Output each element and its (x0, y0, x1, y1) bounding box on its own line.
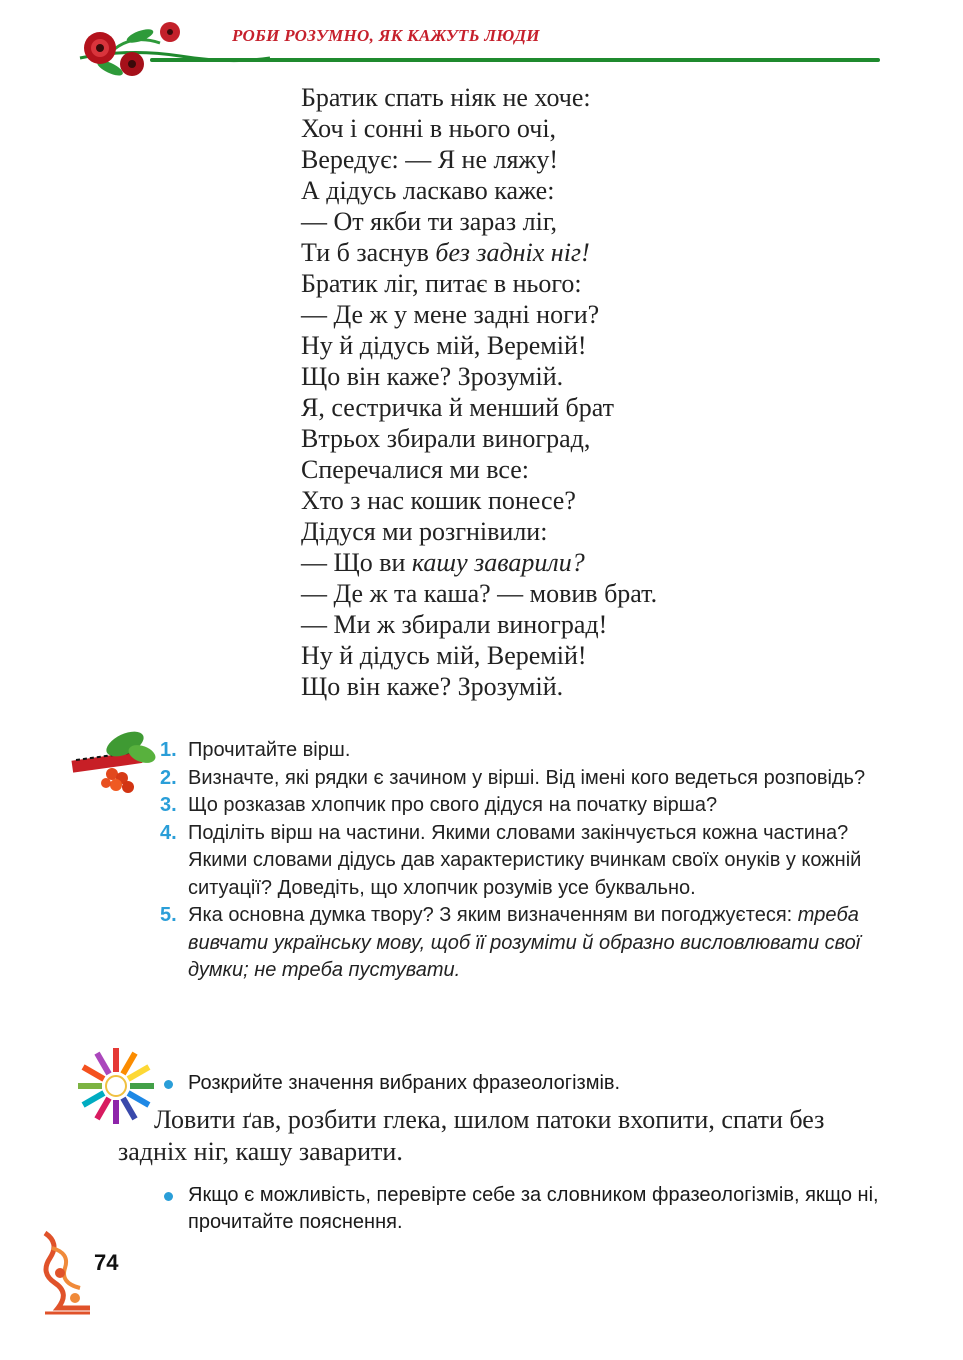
question-item (160, 737, 890, 765)
poem-line: — От якби ти зараз ліг, (301, 207, 558, 236)
task-note (160, 1182, 890, 1236)
poem-line: Ну й дідусь мій, Веремій! (301, 331, 587, 360)
task-instruction (160, 1070, 890, 1097)
question-emphasis: треба вивчати українську мову, щоб її розуміти й образно висловлювати свої думки; не треба пустувати. (188, 904, 861, 981)
poem-line: А дідусь ласкаво каже: (301, 176, 555, 205)
page-title: РОБИ РОЗУМНО, ЯК КАЖУТЬ ЛЮДИ (232, 26, 540, 45)
header-divider (150, 58, 880, 62)
bullet-dot (164, 1192, 173, 1201)
poem-line: Хто з нас кошик понесе? (301, 486, 576, 515)
question-text: Яка основна думка твору? З яким визначенням ви погоджуєтеся: (188, 904, 798, 926)
poem-line: Ну й дідусь мій, Веремій! (301, 641, 587, 670)
poem-line: Вередує: — Я не ляжу! (301, 145, 559, 174)
bullet-item (160, 1070, 890, 1097)
poem-line: Дідуся ми розгнівили: (301, 517, 548, 546)
poem-line: Братик ліг, питає в нього: (301, 269, 582, 298)
poem-line: Хоч і сонні в нього очі, (301, 114, 557, 143)
poem-line (301, 547, 821, 578)
question-item (160, 902, 890, 985)
question-number: 4. (160, 821, 177, 844)
question-text: Що розказав хлопчик про свого дідуся на початку вірша? (188, 794, 718, 816)
question-text: Визначте, які рядки є зачином у вірші. Від імені кого ведеться розповідь? (188, 766, 866, 789)
phraseologisms-list: Ловити ґав, розбити глека, шилом патоки вхопити, спати без задніх ніг, кашу заварити. (118, 1105, 825, 1166)
note-text: Якщо є можливість, перевірте себе за словником фразеологізмів, якщо ні, прочитайте пояснення. (188, 1184, 879, 1233)
viburnum-berries-icon (70, 728, 160, 798)
question-number: 1. (160, 739, 177, 761)
poem (301, 82, 821, 702)
question-number: 5. (160, 904, 177, 926)
ornament-icon (40, 1228, 95, 1318)
question-item (160, 820, 890, 903)
poem-line: Я, сестричка й менший брат (301, 393, 615, 422)
page-number: 74 (94, 1250, 119, 1275)
instruction-text: Розкрийте значення вибраних фразеологізмів. (188, 1072, 621, 1094)
bullet-item (160, 1182, 890, 1236)
poem-line: — Де ж та каша? — мовив брат. (301, 579, 658, 608)
poem-line-text: Ти б заснув (301, 238, 436, 267)
poem-line (301, 237, 821, 268)
poem-line: — Де ж у мене задні ноги? (301, 300, 600, 329)
poem-idiom: кашу заварили? (411, 548, 585, 577)
poem-line: Що він каже? Зрозумій. (301, 672, 564, 701)
poem-line: Сперечалися ми все: (301, 455, 530, 484)
questions-list (160, 737, 890, 985)
question-item (160, 765, 890, 793)
question-number: 2. (160, 766, 177, 789)
question-number: 3. (160, 794, 177, 816)
poem-line: Що він каже? Зрозумій. (301, 362, 564, 391)
poem-line: Братик спать ніяк не хоче: (301, 83, 591, 112)
poem-line-text: — Що ви (301, 548, 412, 577)
question-text: Прочитайте вірш. (188, 739, 351, 761)
poem-idiom: без задніх ніг! (435, 238, 590, 267)
question-text: Поділіть вірш на частини. Якими словами закінчується кожна частина? Якими словами дідусь дав характеристику вчинкам своїх онуків у кожній ситуації? Доведіть, що хлопчик розумів усе буквально. (188, 821, 862, 899)
question-item (160, 792, 890, 820)
bullet-dot (164, 1080, 173, 1089)
poem-line: Втрьох збирали виноград, (301, 424, 591, 453)
poem-line: — Ми ж збирали виноград! (301, 610, 608, 639)
